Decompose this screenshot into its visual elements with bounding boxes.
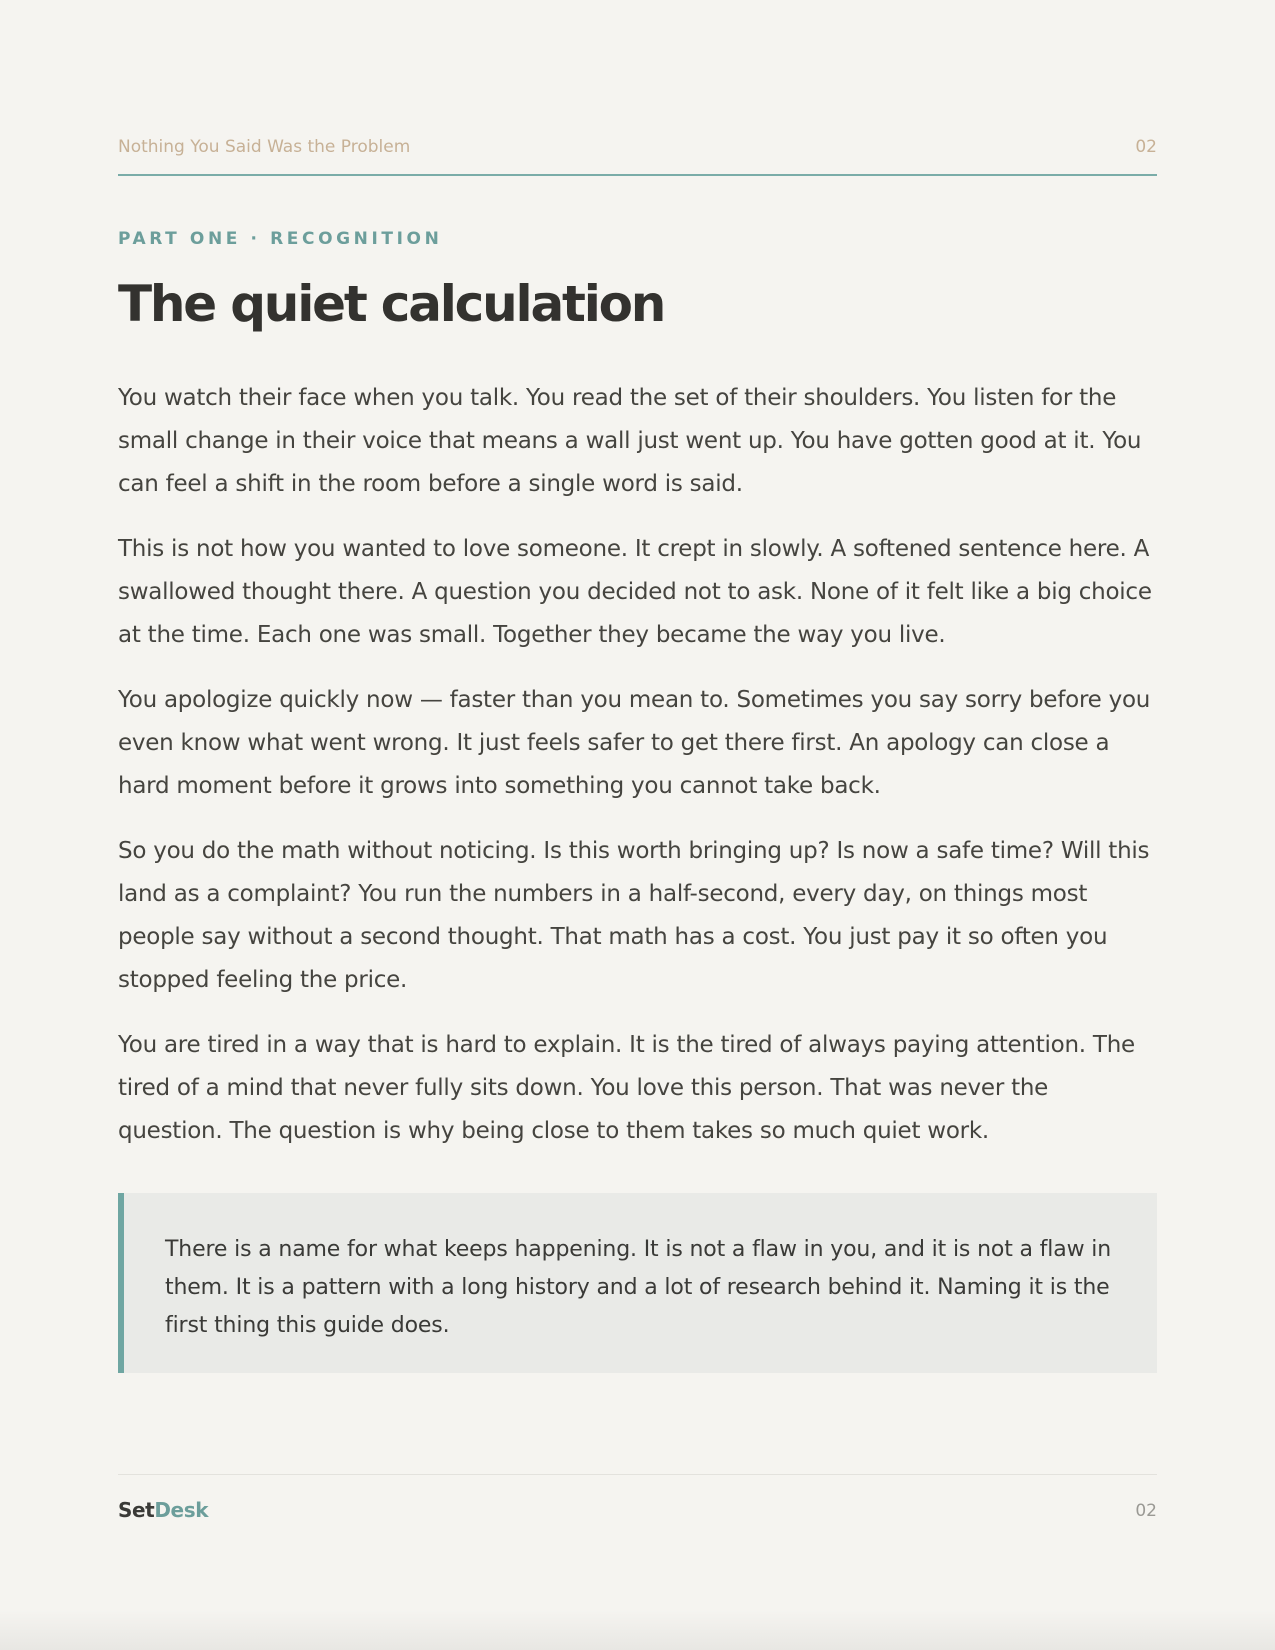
callout-text: There is a name for what keeps happening. It is not a flaw in you, and it is not a flaw in them. It is a pattern with a long history and a lot of research behind it. Naming it is the first thing this guide does. xyxy=(165,1237,1112,1338)
callout-box xyxy=(118,1193,1157,1373)
chapter-title: The quiet calculation xyxy=(118,275,665,333)
running-header xyxy=(118,136,1157,176)
paragraph: You apologize quickly now — faster than you mean to. Sometimes you say sorry before you even know what went wrong. It just feels safer to get there first. An apology can close a hard moment before it grows into something you cannot take back. xyxy=(118,687,1151,799)
section-eyebrow: PART ONE · RECOGNITION xyxy=(118,229,443,249)
paragraph: You are tired in a way that is hard to explain. It is the tired of always paying attention. The tired of a mind that never fully sits down. You love this person. That was never the question. The question is why being close to them takes so much quiet work. xyxy=(118,1032,1135,1144)
running-title: Nothing You Said Was the Problem xyxy=(118,137,411,157)
document-page xyxy=(118,0,1157,1650)
footer-page-number: 02 xyxy=(1135,1501,1157,1521)
paragraph: So you do the math without noticing. Is this worth bringing up? Is now a safe time? Will this land as a complaint? You run the numbers in a half-second, every day, on things most people say without a second thought. That math has a cost. You just pay it so often you stopped feeling the price. xyxy=(118,838,1150,993)
footer-divider xyxy=(118,1474,1157,1475)
brand-logo-part-2: Desk xyxy=(154,1498,209,1522)
body-text xyxy=(118,377,1157,1175)
header-page-number: 02 xyxy=(1135,137,1157,157)
paragraph: You watch their face when you talk. You read the set of their shoulders. You listen for the small change in their voice that means a wall just went up. You have gotten good at it. You can feel a shift in the room before a single word is said. xyxy=(118,385,1142,497)
brand-logo xyxy=(118,1498,208,1522)
paragraph: This is not how you wanted to love someone. It crept in slowly. A softened sentence here. A swallowed thought there. A question you decided not to ask. None of it felt like a big choice at the time. Each one was small. Together they became the way you live. xyxy=(118,536,1152,648)
brand-logo-part-1: Set xyxy=(118,1498,155,1522)
bottom-shadow xyxy=(0,1610,1275,1650)
